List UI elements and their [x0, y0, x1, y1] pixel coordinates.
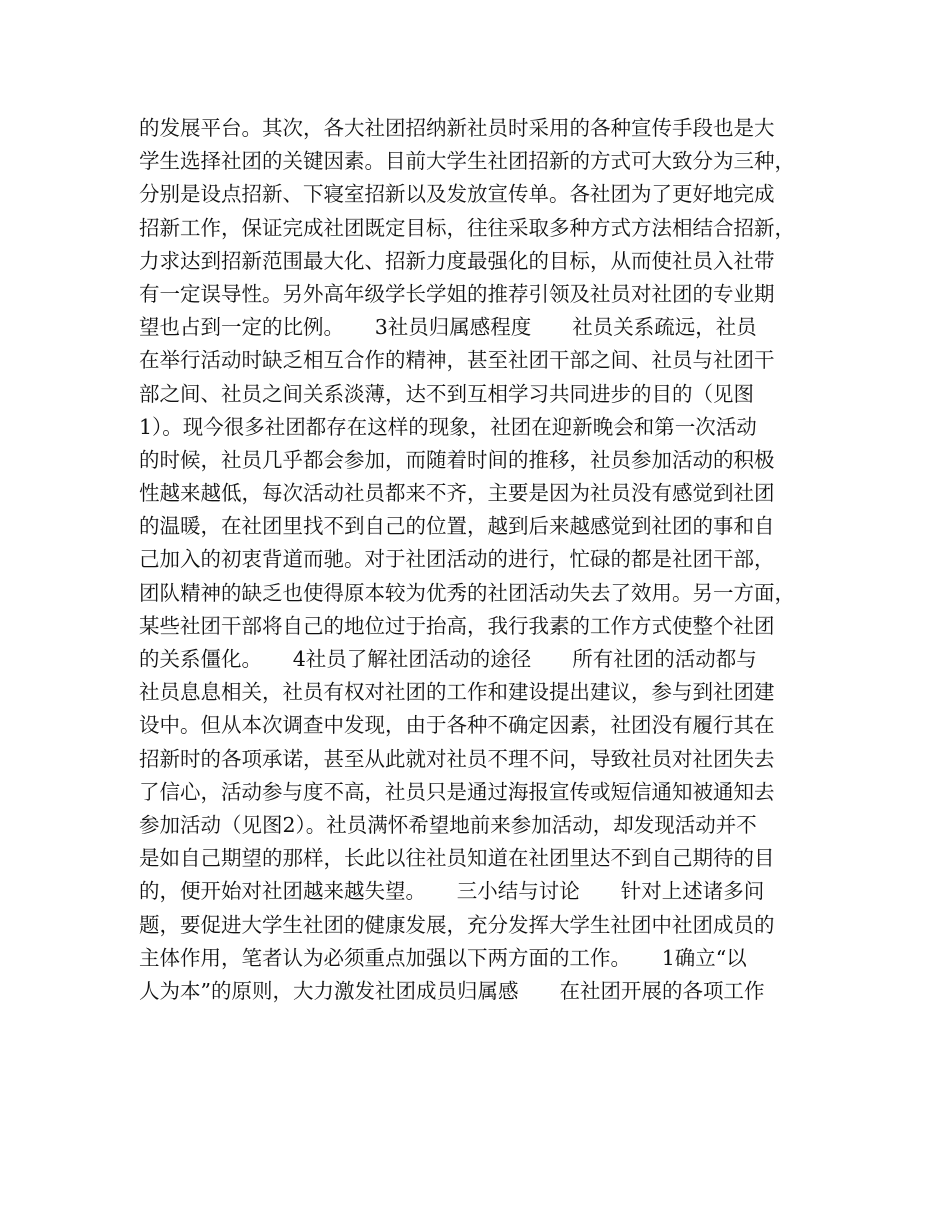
document-body-text: [139, 112, 819, 1008]
text-line: 主体作用，笔者认为必须重点加强以下两方面的工作。 1确立“以: [139, 945, 747, 970]
text-line: 是如自己期望的那样，长此以往社员知道在社团里达不到自己期待的目: [139, 846, 775, 871]
text-line: 参加活动（见图2）。社员满怀希望地前来参加活动，却发现活动并不: [139, 812, 757, 837]
text-line: 的发展平台。其次，各大社团招纳新社员时采用的各种宣传手段也是大: [139, 116, 775, 140]
text-line: 招新工作，保证完成社团既定目标，往往采取多种方式方法相结合招新，: [139, 215, 795, 240]
text-line: 了信心，活动参与度不高，社员只是通过海报宣传或短信通知被通知去: [139, 779, 775, 804]
text-line: 在举行活动时缺乏相互合作的精神，甚至社团干部之间、社员与社团干: [139, 348, 775, 373]
text-line: 人为本”的原则，大力激发社团成员归属感 在社团开展的各项工作: [139, 978, 765, 1003]
text-line: 的温暖，在社团里找不到自己的位置，越到后来越感觉到社团的事和自: [139, 514, 775, 539]
text-line: 的时候，社员几乎都会参加，而随着时间的推移，社员参加活动的积极: [139, 447, 775, 472]
text-line: 望也占到一定的比例。 3社员归属感程度 社员关系疏远，社员: [139, 315, 757, 340]
text-line: 招新时的各项承诺，甚至从此就对社员不理不问，导致社员对社团失去: [139, 746, 775, 771]
text-line: 1）。现今很多社团都存在这样的现象，社团在迎新晚会和第一次活动: [139, 414, 757, 439]
text-line: 团队精神的缺乏也使得原本较为优秀的社团活动失去了效用。另一方面，: [139, 580, 795, 605]
text-line: 部之间、社员之间关系淡薄，达不到互相学习共同进步的目的（见图: [139, 381, 754, 406]
text-line: 分别是设点招新、下寝室招新以及发放宣传单。各社团为了更好地完成: [139, 182, 775, 207]
text-line: 性越来越低，每次活动社员都来不齐，主要是因为社员没有感觉到社团: [139, 481, 775, 506]
text-line: 某些社团干部将自己的地位过于抬高，我行我素的工作方式使整个社团: [139, 613, 775, 638]
text-line: 的，便开始对社团越来越失望。 三小结与讨论 针对上述诸多问: [139, 879, 765, 904]
text-line: 有一定误导性。另外高年级学长学姐的推荐引领及社员对社团的专业期: [139, 281, 775, 306]
text-line: 题，要促进大学生社团的健康发展，充分发挥大学生社团中社团成员的: [139, 912, 775, 937]
text-line: 己加入的初衷背道而驰。对于社团活动的进行，忙碌的都是社团干部，: [139, 547, 775, 572]
text-line: 力求达到招新范围最大化、招新力度最强化的目标，从而使社员入社带: [139, 248, 775, 273]
text-line: 的关系僵化。 4社员了解社团活动的途径 所有社团的活动都与: [139, 647, 757, 671]
text-line: 社员息息相关，社员有权对社团的工作和建设提出建议，参与到社团建: [139, 680, 775, 705]
text-line: 设中。但从本次调查中发现，由于各种不确定因素，社团没有履行其在: [139, 713, 775, 738]
text-line: 学生选择社团的关键因素。目前大学生社团招新的方式可大致分为三种，: [139, 149, 795, 174]
